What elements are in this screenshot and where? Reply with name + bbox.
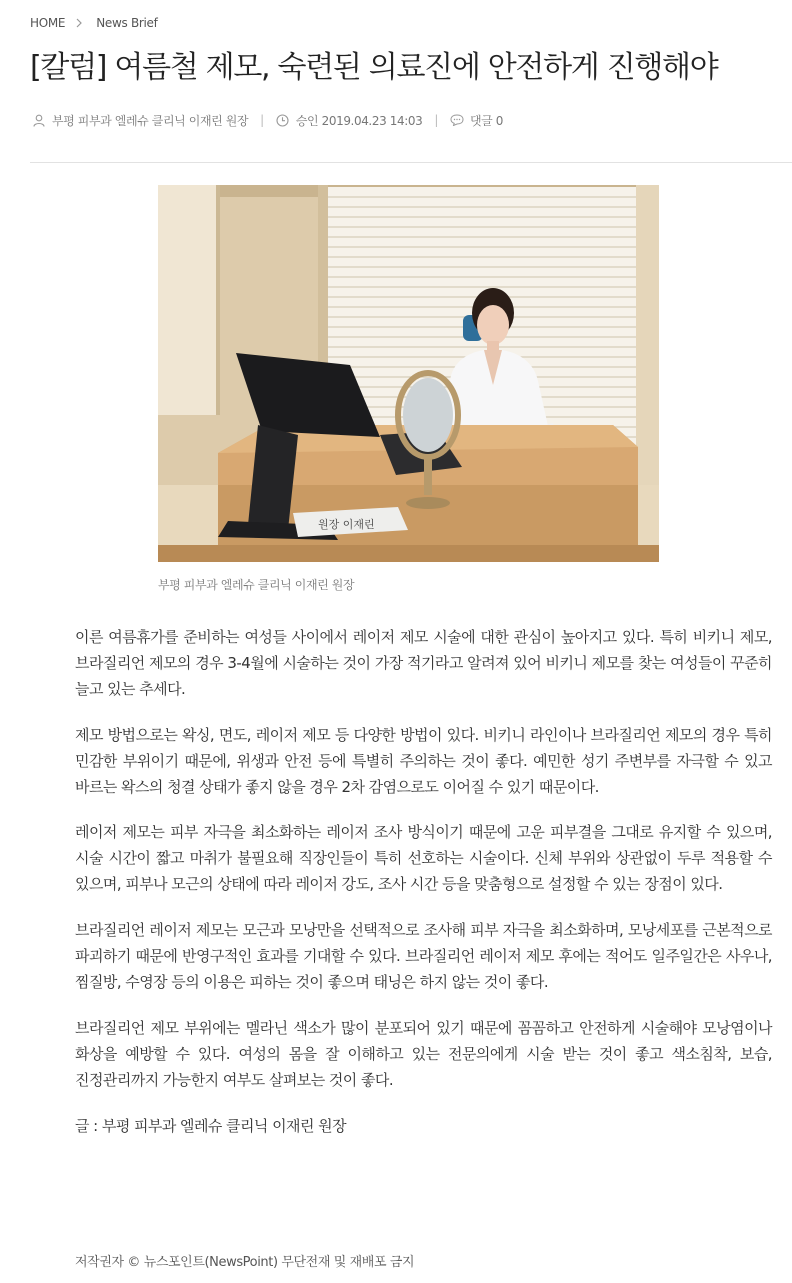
article-paragraph: 브라질리언 제모 부위에는 멜라닌 색소가 많이 분포되어 있기 때문에 꼼꼼하고 안전하게 시술해야 모낭염이나 화상을 예방할 수 있다. 여성의 몸을 잘 이해하고 있는 전문의에게 시술 받는 것이 좋고 색소침착, 보습, 진정관리까지 가능한지 여부도 살펴보는 것이 좋다. xyxy=(75,1018,772,1089)
approval-info xyxy=(276,112,423,129)
nameplate-text: 원장 이재린 xyxy=(318,518,375,531)
article-paragraph: 이른 여름휴가를 준비하는 여성들 사이에서 레이저 제모 시술에 대한 관심이 높아지고 있다. 특히 비키니 제모, 브라질리언 제모의 경우 3-4월에 시술하는 것이 가장 적기라고 알려져 있어 비키니 제모를 찾는 여성들이 꾸준히 늘고 있는 추세다. xyxy=(75,628,772,698)
article-meta xyxy=(32,110,503,130)
article-paragraph: 브라질리언 레이저 제모는 모근과 모낭만을 선택적으로 조사해 피부 자극을 최소화하며, 모낭세포를 근본적으로 파괴하기 때문에 반영구적인 효과를 기대할 수 있다. 브라질리언 레이저 제모 후에는 적어도 일주일간은 사우나, 찜질방, 수영장 등의 이용은 피하는 것이 좋으며 태닝은 하지 않는 것이 좋다. xyxy=(75,921,772,991)
article-paragraph: 레이저 제모는 피부 자극을 최소화하는 레이저 조사 방식이기 때문에 고운 피부결을 그대로 유지할 수 있으며, 시술 시간이 짧고 마취가 불필요해 직장인들이 특히 선호하는 시술이다. 신체 부위와 상관없이 두루 적용할 수 있으며, 피부나 모근의 상태에 따라 레이저 강도, 조사 시간 등을 맞춤형으로 설정할 수 있는 장점이 있다. xyxy=(75,823,772,894)
header-divider xyxy=(30,162,792,163)
user-icon xyxy=(32,113,46,127)
article-paragraph: 제모 방법으로는 왁싱, 면도, 레이저 제모 등 다양한 방법이 있다. 비키니 라인이나 브라질리언 제모의 경우 특히 민감한 부위이기 때문에, 위생과 안전 등에 특별히 주의하는 것이 좋다. 예민한 성기 주변부를 자극할 수 있고 바르는 왁스의 청결 상태가 좋지 않을 경우 2차 감염으로도 이어질 수 있기 때문이다. xyxy=(75,725,772,796)
photo-caption: 부평 피부과 엘레슈 클리닉 이재린 원장 xyxy=(158,578,355,592)
approval-date: 승인 2019.04.23 14:03 xyxy=(295,113,423,128)
copyright-notice: 저작권자 © 뉴스포인트(NewsPoint) 무단전재 및 재배포 금지 xyxy=(75,1255,415,1270)
chevron-right-icon xyxy=(76,18,84,28)
breadcrumb xyxy=(30,15,158,31)
article-body xyxy=(75,625,772,1155)
clock-icon xyxy=(276,113,290,127)
article-byline: 글 : 부평 피부과 엘레슈 클리닉 이재린 원장 xyxy=(75,1116,347,1135)
author-name: 부평 피부과 엘레슈 클리닉 이재린 원장 xyxy=(52,113,249,128)
author-info xyxy=(32,112,248,129)
clinic-office-illustration xyxy=(158,185,659,562)
article-title: [칼럼] 여름철 제모, 숙련된 의료진에 안전하게 진행해야 xyxy=(30,50,718,85)
comment-icon xyxy=(450,113,464,127)
comments-link[interactable] xyxy=(450,112,503,129)
comment-count: 댓글 0 xyxy=(469,113,504,128)
article-photo xyxy=(158,185,659,562)
breadcrumb-section-link[interactable]: News Brief xyxy=(96,16,158,30)
meta-divider: | xyxy=(260,113,264,127)
meta-divider: | xyxy=(434,113,438,127)
breadcrumb-home-link[interactable]: HOME xyxy=(30,16,66,30)
